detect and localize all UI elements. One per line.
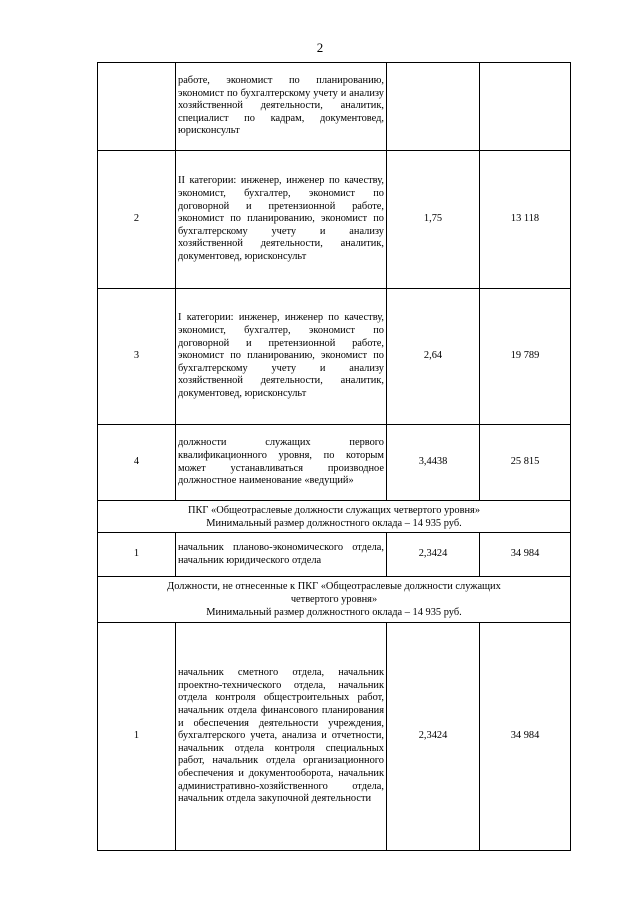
position-description: начальник сметного отдела, начальник проектно-технического отдела, начальник отдела контроля общестроительных работ, начальник отдела финансового планирования и обеспечения деятельности учреждения, бухгалтерского учета, анализа и отчетности, начальник отдела контроля специальных работ, начальник отдела организационного обеспечения и документооборота, начальник административно-хозяйственного отдела, начальник отдела закупочной деятельности [176, 623, 387, 851]
page-number: 2 [316, 40, 324, 55]
coefficient: 2,64 [387, 289, 480, 425]
coefficient: 2,3424 [387, 623, 480, 851]
section-header-row [98, 577, 571, 623]
coefficient: 2,3424 [387, 533, 480, 577]
salary-table [97, 62, 571, 851]
position-description: должности служащих первого квалификационного уровня, по которым может устанавливаться производное должностное наименование «ведущий» [176, 425, 387, 501]
row-number: 4 [98, 425, 176, 501]
section-header-row [98, 501, 571, 533]
position-description: II категории: инженер, инженер по качеству, экономист, бухгалтер, экономист по договорной и претензионной работе, экономист по планированию, экономист по бухгалтерскому учету и анализу хозяйственной деятельности, аналитик, документовед, юрисконсульт [176, 151, 387, 289]
table-row [98, 533, 571, 577]
section-title: ПКГ «Общеотраслевые должности служащих четвертого уровня» [187, 504, 481, 516]
row-number: 2 [98, 151, 176, 289]
coefficient [387, 63, 480, 151]
section-min-salary: Минимальный размер должностного оклада – 14 935 руб. [206, 517, 462, 529]
section-title-cont: четвертого уровня» [290, 594, 378, 605]
row-number: 1 [98, 623, 176, 851]
position-description: работе, экономист по планированию, экономист по бухгалтерскому учету и анализу хозяйственной деятельности, аналитик, специалист по кадрам, документовед, юрисконсульт [176, 63, 387, 151]
row-number: 1 [98, 533, 176, 577]
coefficient: 1,75 [387, 151, 480, 289]
table-row [98, 63, 571, 151]
salary-amount: 34 984 [480, 533, 571, 577]
coefficient: 3,4438 [387, 425, 480, 501]
table-row [98, 425, 571, 501]
row-number [98, 63, 176, 151]
position-description: I категории: инженер, инженер по качеству, экономист, бухгалтер, экономист по договорной и претензионной работе, экономист по планированию, экономист по бухгалтерскому учету и анализу хозяйственной деятельности, аналитик, документовед, юрисконсульт [176, 289, 387, 425]
section-header [98, 577, 571, 623]
position-description: начальник планово-экономического отдела, начальник юридического отдела [176, 533, 387, 577]
salary-amount: 19 789 [480, 289, 571, 425]
section-title: Должности, не отнесенные к ПКГ «Общеотраслевые должности служащих [167, 581, 501, 592]
table-row [98, 151, 571, 289]
salary-amount: 25 815 [480, 425, 571, 501]
section-header [98, 501, 571, 533]
salary-amount [480, 63, 571, 151]
salary-amount: 34 984 [480, 623, 571, 851]
table-row [98, 289, 571, 425]
row-number: 3 [98, 289, 176, 425]
table-row [98, 623, 571, 851]
salary-amount: 13 118 [480, 151, 571, 289]
section-min-salary: Минимальный размер должностного оклада – 14 935 руб. [206, 607, 462, 618]
